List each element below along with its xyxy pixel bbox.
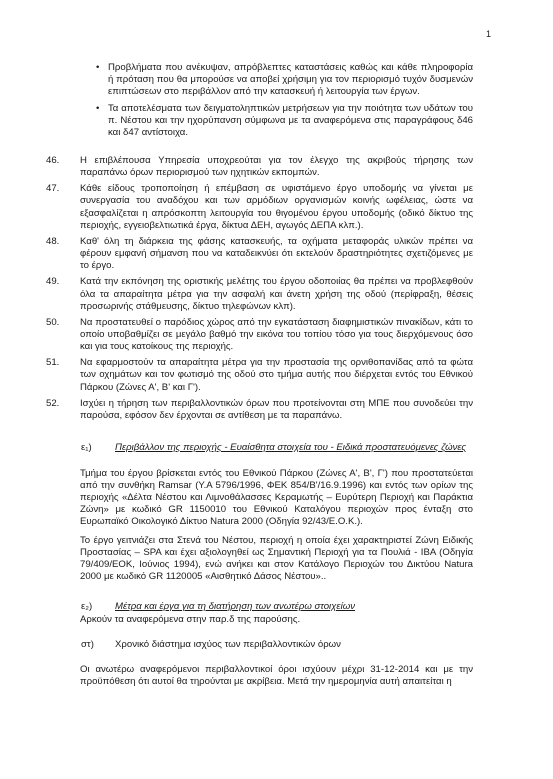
item-text: Καθ' όλη τη διάρκεια της φάσης κατασκευής, τα οχήματα μεταφοράς υλικών πρέπει να φέρουν εμφανή σήμανση που να καταδεικνύει ότι εκτελούν δραστηριότητες σχετιζόμενες με το έργο. (80, 235, 473, 272)
section-e2-text: Αρκούν τα αναφερόμενα στην παρ.δ της παρούσης. (80, 614, 301, 625)
section-e2-heading: Μέτρα και έργα για τη διατήρηση των ανωτέρω στοιχείων (115, 601, 356, 612)
item-text: Ισχύει η τήρηση των περιβαλλοντικών όρων που προτείνονται στη ΜΠΕ που συνοδεύει την παρούσα, εφόσον δεν έρχονται σε αντίθεση με τα παραπάνω. (80, 397, 473, 421)
section-st-heading: Χρονικό διάστημα ισχύος των περιβαλλοντικών όρων (115, 639, 341, 650)
item-number: 49. (46, 276, 60, 288)
list-item (46, 276, 473, 312)
numbered-list (46, 155, 473, 426)
section-e1-heading-block (81, 442, 473, 454)
item-number: 48. (46, 235, 60, 247)
bullet-text: Τα αποτελέσματα των δειγματοληπτικών μετρήσεων για την ποιότητα των υδάτων του π. Νέστου και την ηχορύπανση σύμφωνα με τα αναφερόμενα στις παραγράφους δ46 και δ47 αντίστοιχα. (108, 103, 473, 139)
section-e1-heading: Περιβάλλον της περιοχής - Ευαίσθητα στοιχεία του - Ειδικά προστατευόμενες ζώνες (115, 442, 466, 453)
item-number: 52. (46, 397, 60, 409)
section-st-heading-block (81, 639, 473, 651)
bullet-text: Προβλήματα που ανέκυψαν, απρόβλεπτες καταστάσεις καθώς και κάθε πληροφορία ή πρόταση που θα μπορούσε να αποβεί χρήσιμη για τον περιορισμό τυχόν δυσμενών επιπτώσεων στο περιβάλλον από την κατασκευή ή λειτουργία των έργων. (108, 62, 473, 98)
item-text: Να εφαρμοστούν τα απαραίτητα μέτρα για την προστασία της ορνιθοπανίδας από τα φώτα των οχημάτων και τον φωτισμό της οδού στο τμήμα αυτής που διέρχεται εντός του Εθνικού Πάρκου (Ζώνες Α', Β' και Γ'). (80, 357, 473, 393)
list-item (46, 397, 473, 422)
item-text: Κάθε είδους τροποποίηση ή επέμβαση σε υφιστάμενο έργο υποδομής να γίνεται με συνεργασία του αναδόχου και των αρμόδιων οργανισμών κοινής ωφέλειας, ώστε να εξασφαλίζεται η απρόσκοπτη λειτουργία του θιγομένου έργου υποδομής (οδικό δίκτυο της περιοχής, εγγειοβελτιωτικά έργα, δίκτυα ΔΕΗ, αγωγός ΔΕΠΑ κλπ.). (80, 183, 473, 231)
item-text: Να προστατευθεί ο παρόδιος χώρος από την εγκατάσταση διαφημιστικών πινακίδων, κάτι το οποίο υποβαθμίζει σε μεγάλο βαθμό την εικόνα του τοπίου τόσο για τους διερχόμενους όσο και για τους κατοίκους της περιοχής. (80, 316, 473, 353)
section-e1-paragraph-1: Τμήμα του έργου βρίσκεται εντός του Εθνικού Πάρκου (Ζώνες Α', Β', Γ') που προστατεύεται από την συνθήκη Ramsar (Υ.Α 5796/1996, ΦΕΚ 854/Β'/16.9.1996) και εντός των ορίων της περιοχής «Δέλτα Νέστου και Λιμνοθάλασσες Κεραμωτής – Ευρύτερη Περιοχή και Παράκτια Ζώνη» με κωδικό GR 1150010 του Εθνικού Καταλόγου περιοχών προς ένταξη στο Ευρωπαϊκό Οικολογικό Δίκτυο Natura 2000 (Οδηγία 92/43/Ε.Ο.Κ.). (80, 468, 473, 528)
item-number: 46. (46, 155, 60, 166)
bullet-item (96, 62, 473, 98)
bullet-icon: • (96, 103, 100, 115)
section-e1-paragraph-2: Το έργο γειτνιάζει στα Στενά του Νέστου, περιοχή η οποία έχει χαρακτηριστεί Ζώνη Ειδικής Προστασίας – SPA και έχει αξιολογηθεί ως Σημαντική Περιοχή για τα Πουλιά - ΙΒΑ (Οδηγία 79/409/ΕΟΚ, Ιούνιος 1994), ενώ ανήκει και στον Κατάλογο Περιοχών του Δικτύου Natura 2000 με κωδικό GR 1120005 «Αισθητικό Δάσος Νέστου».. (80, 535, 473, 583)
item-number: 51. (46, 357, 60, 369)
list-item (46, 357, 473, 393)
bullet-item (96, 103, 473, 139)
list-item (46, 235, 473, 272)
page-number: 1 (485, 29, 491, 39)
list-item (46, 155, 473, 179)
section-st-text: Οι ανωτέρω αναφερόμενοι περιβαλλοντικοί όροι ισχύουν μέχρι 31-12-2014 και με την προϋπόθεση ότι αυτοί θα τηρούνται με ακρίβεια. Μετά την ημερομηνία αυτή απαιτείται η (80, 664, 473, 688)
section-e1-label: ε₁) (81, 442, 92, 453)
list-item (46, 316, 473, 353)
bullet-icon: • (96, 62, 100, 73)
item-number: 47. (46, 183, 60, 195)
item-number: 50. (46, 316, 60, 328)
section-e2-label: ε₂) (81, 601, 93, 612)
bullet-list (96, 62, 473, 145)
section-st-label: στ) (81, 639, 94, 650)
item-text: Η επιβλέπουσα Υπηρεσία υποχρεούται για τον έλεγχο της ακριβούς τήρησης των παραπάνω όρων περιορισμού των ηχητικών εκπομπών. (80, 155, 473, 179)
list-item (46, 183, 473, 231)
section-e2-heading-block (81, 601, 473, 613)
item-text: Κατά την εκπόνηση της οριστικής μελέτης του έργου οδοποιίας θα πρέπει να προβλεφθούν όλα τα απαραίτητα μέτρα για την ασφαλή και άνετη χρήση της οδού (περίφραξη, θέσεις προσωρινής στάθμευσης, δίκτυο τηλεφώνων κλπ). (80, 276, 473, 312)
